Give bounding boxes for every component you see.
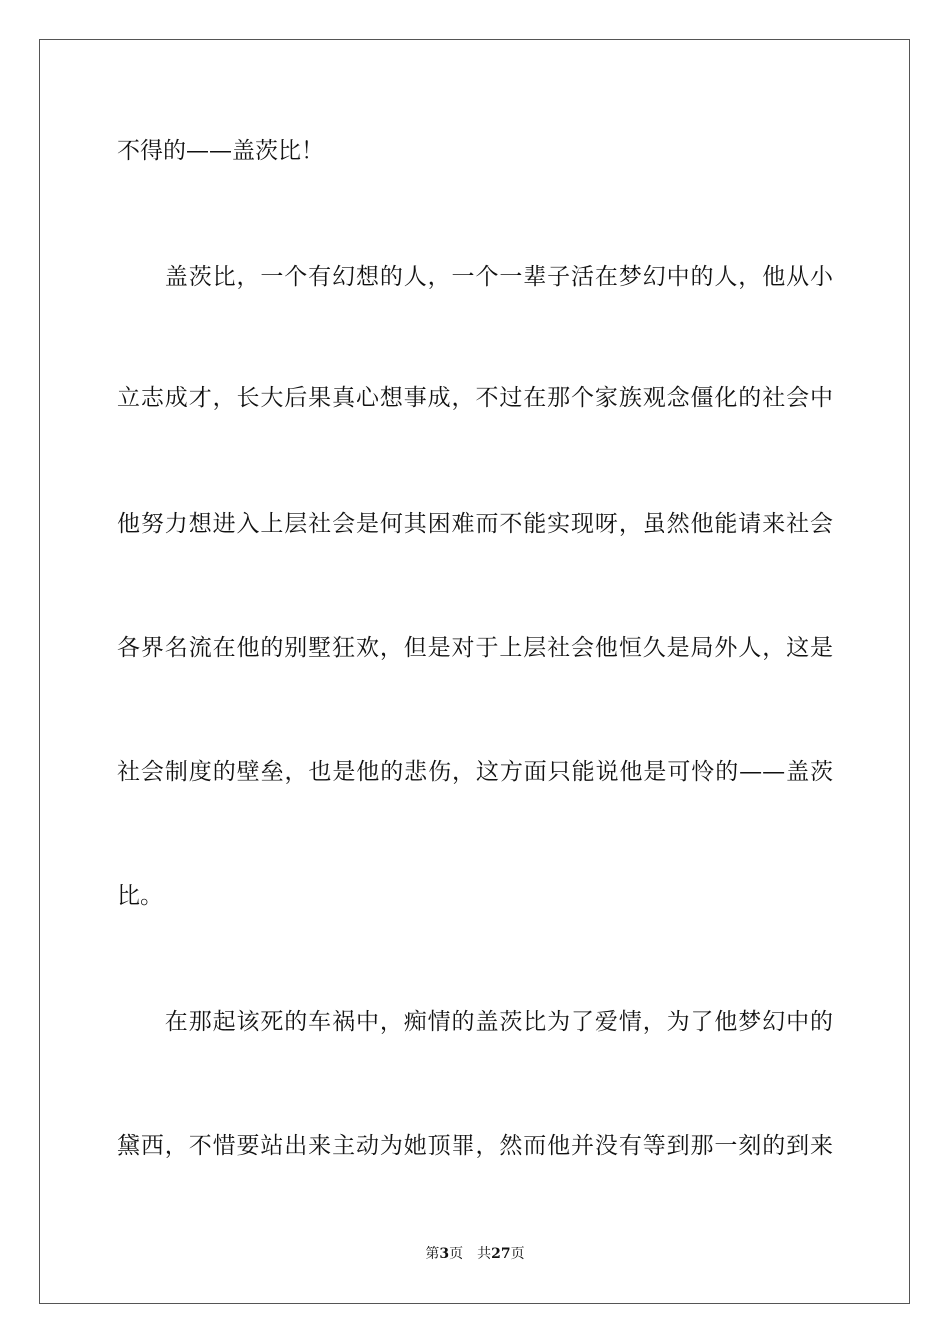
page-border: [39, 39, 910, 1304]
text-line-2: 盖茨比，一个有幻想的人，一个一辈子活在梦幻中的人，他从小: [117, 264, 833, 290]
text-line-6: 社会制度的壁垒，也是他的悲伤，这方面只能说他是可怜的——盖茨: [117, 759, 833, 785]
total-prefix: 共: [477, 1246, 492, 1262]
text-line-9: 黛西，不惜要站出来主动为她顶罪，然而他并没有等到那一刻的到来: [117, 1133, 833, 1159]
page-footer: [0, 1244, 950, 1264]
total-suffix: 页: [510, 1246, 525, 1262]
text-line-8: 在那起该死的车祸中，痴情的盖茨比为了爱情，为了他梦幻中的: [117, 1009, 833, 1035]
page-number: 3: [439, 1246, 450, 1262]
text-line-3: 立志成才，长大后果真心想事成，不过在那个家族观念僵化的社会中: [117, 385, 833, 411]
text-line-5: 各界名流在他的别墅狂欢，但是对于上层社会他恒久是局外人，这是: [117, 635, 833, 661]
text-line-4: 他努力想进入上层社会是何其困难而不能实现呀，虽然他能请来社会: [117, 511, 833, 537]
text-line-1: 不得的——盖茨比！: [117, 138, 324, 164]
page-prefix: 第: [425, 1246, 440, 1262]
page-suffix: 页: [449, 1246, 464, 1262]
text-line-7: 比。: [117, 883, 163, 909]
total-pages: 27: [491, 1246, 511, 1262]
